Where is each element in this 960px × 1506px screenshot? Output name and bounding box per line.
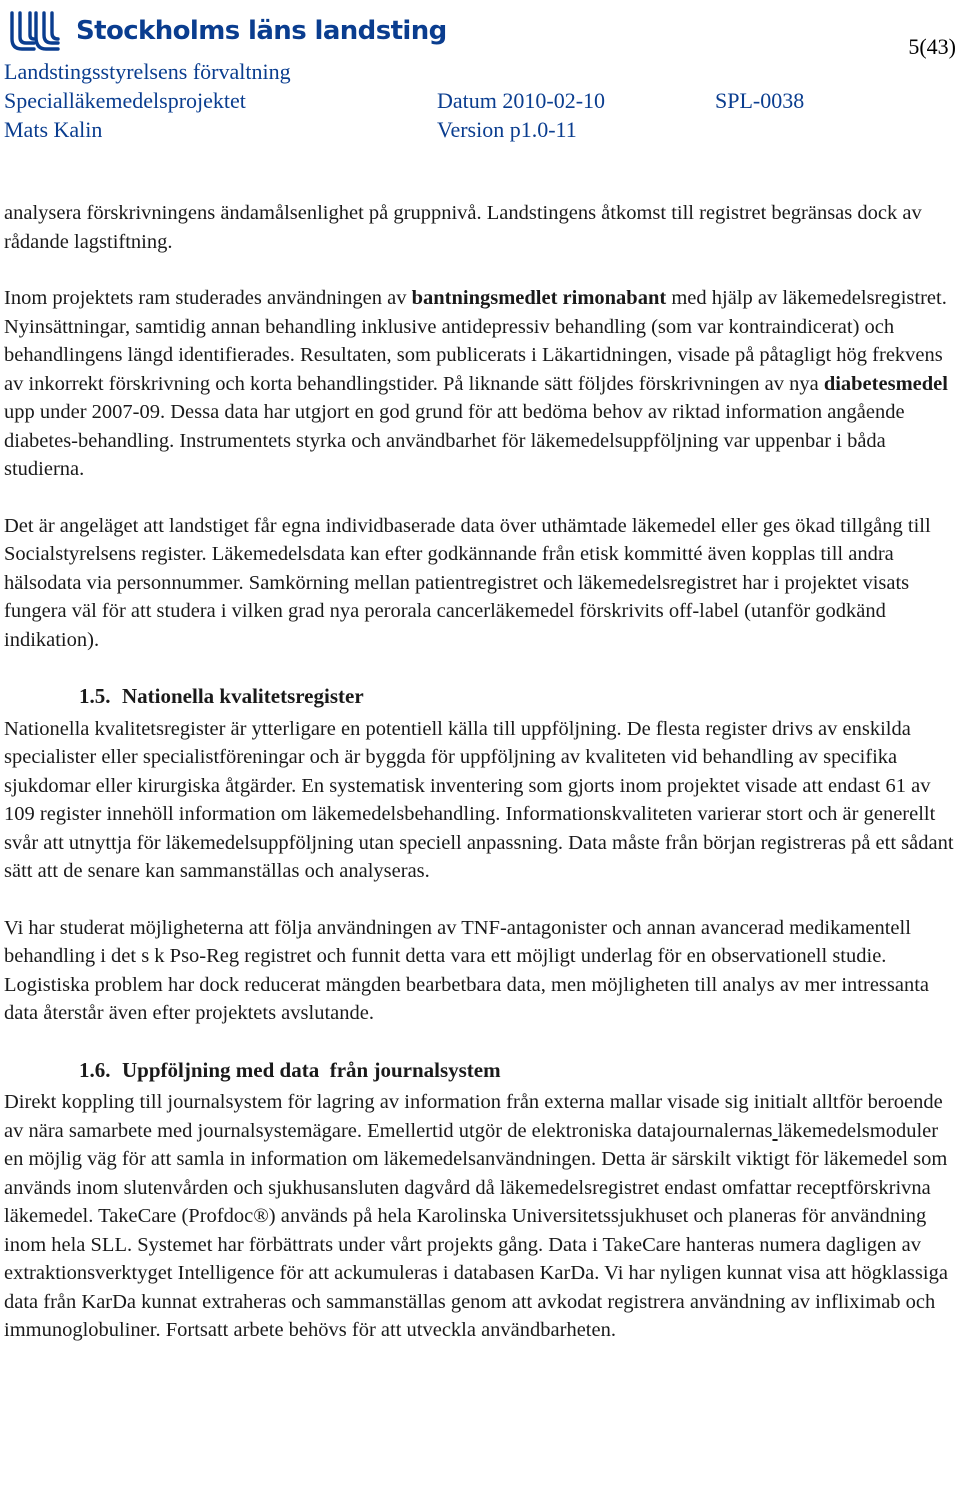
sll-logo-icon bbox=[6, 9, 70, 53]
paragraph-psoreg: Vi har studerat möjligheterna att följa användningen av TNF-antagonister och annan avancerad medikamentell behandling i det s k Pso-Reg registret och funnit detta vara ett möjligt underlag för en observationell studie. Logistiska problem har dock reducerat mängden bearbetbara data, men möjligheten till analys av mer intressanta data återstår även efter projektets avslutande. bbox=[4, 916, 930, 1024]
page-number: 5(43) bbox=[908, 34, 956, 59]
section-heading-1-6 bbox=[4, 1056, 954, 1085]
paragraph-register-access: analysera förskrivningens ändamålsenlighet på gruppnivå. Landstingens åtkomst till registret begränsas dock av rådande lagstiftning. bbox=[4, 202, 922, 253]
organization-name: Landstingsstyrelsens förvaltning bbox=[4, 59, 291, 84]
paragraph-rimonabant-study: Inom projektets ram studerades användningen av bantningsmedlet rimonabant med hjälp av läkemedelsregistret. Nyinsättningar, samtidig annan behandling inklusive antidepressiv behandling (som var kontraindicerat) och behandlingens längd identifierades. Resultaten, som publicerats i Läkartidningen, visade på påtagligt hög frekvens av inkorrekt förskrivning och korta behandlingstider. På liknande sätt följdes förskrivningen av nya diabetesmedel upp under 2007-09. Dessa data har utgjort en god grund för att bedöma behov av riktad information angående diabetes-behandling. Instrumentets styrka och användbarhet för läkemedelsuppföljning var uppenbar i båda studierna. bbox=[4, 287, 948, 480]
document-date: Datum 2010-02-10 bbox=[437, 88, 606, 113]
author-name: Mats Kalin bbox=[4, 117, 103, 142]
section-title: Uppföljning med data från journalsystem bbox=[122, 1057, 501, 1082]
document-code: SPL-0038 bbox=[715, 88, 805, 113]
paragraph-journal-systems: Direkt koppling till journalsystem för lagring av information från externa mallar visade sig initialt alltför beroende av nära samarbete med journalsystemägare. Emellertid utgör de elektroniska datajournalernas läkemedelsmoduler en möjlig väg för att samla in information om läkemedelsanvändningen. Detta är särskilt viktigt för läkemedel som används inom slutenvården och sjukhusansluten dagvård då läkemedelsregistret endast omfattar receptförskrivna läkemedel. TakeCare (Profdoc®) används på hela Karolinska Universitetssjukhuset och planeras för användning inom hela SLL. Systemet har förbättrats under vårt projekts gång. Data i TakeCare hanteras numera dagligen av extraktionsverktyget Intelligence för att ackumuleras i databasen KarDa. Vi har nyligen kunnat visa att högklassiga data från KarDa kunnat extraheras och sammanställas genom att avkodat registrera användning av infliximab och immunoglobuliner. Fortsatt arbete behövs för att utveckla användbarheten. bbox=[4, 1091, 948, 1341]
logo-wordmark: Stockholms läns landsting bbox=[76, 16, 447, 46]
page-header bbox=[0, 0, 960, 150]
section-number: 1.6. bbox=[79, 1057, 111, 1082]
document-body bbox=[4, 199, 954, 1373]
sll-logo bbox=[6, 6, 447, 56]
project-name: Specialläkemedelsprojektet bbox=[4, 88, 246, 113]
paragraph-individual-data: Det är angeläget att landstiget får egna individbaserade data över uthämtade läkemedel eller ges ökad tillgång till Socialstyrelsens register. Läkemedelsdata kan efter godkännande från etisk kommitté även kopplas till andra hälsodata via personnummer. Samkörning mellan patientregistret och läkemedelsregistret har i projektet visats fungera väl för att studera i vilken grad nya perorala cancerläkemedel förskrivits off-label (utanför godkänd indikation). bbox=[4, 514, 931, 651]
document-version: Version p1.0-11 bbox=[437, 117, 577, 142]
emphasis-rimonabant: bantningsmedlet rimonabant bbox=[411, 287, 667, 309]
section-title: Nationella kvalitetsregister bbox=[122, 684, 364, 708]
emphasis-diabetes: diabetesmedel bbox=[823, 372, 948, 395]
section-number: 1.5. bbox=[79, 684, 111, 708]
section-heading-1-5 bbox=[4, 682, 954, 711]
paragraph-quality-registers: Nationella kvalitetsregister är ytterligare en potentiell källa till uppföljning. De flesta register drivs av enskilda specialister eller specialistföreningar och är byggda för uppföljning av kvaliteten vid behandling av specifika sjukdomar eller kirurgiska åtgärder. En systematisk inventering som gjorts inom projektet visade att endast 61 av 109 register innehöll information om läkemedelsbehandling. Informationskvaliteten varierar stort och är generellt svår att utnyttja för läkemedelsuppföljning utan speciell anpassning. Data måste från början registreras på ett sådant sätt att de senare kan sammanställas och analyseras. bbox=[4, 717, 954, 882]
